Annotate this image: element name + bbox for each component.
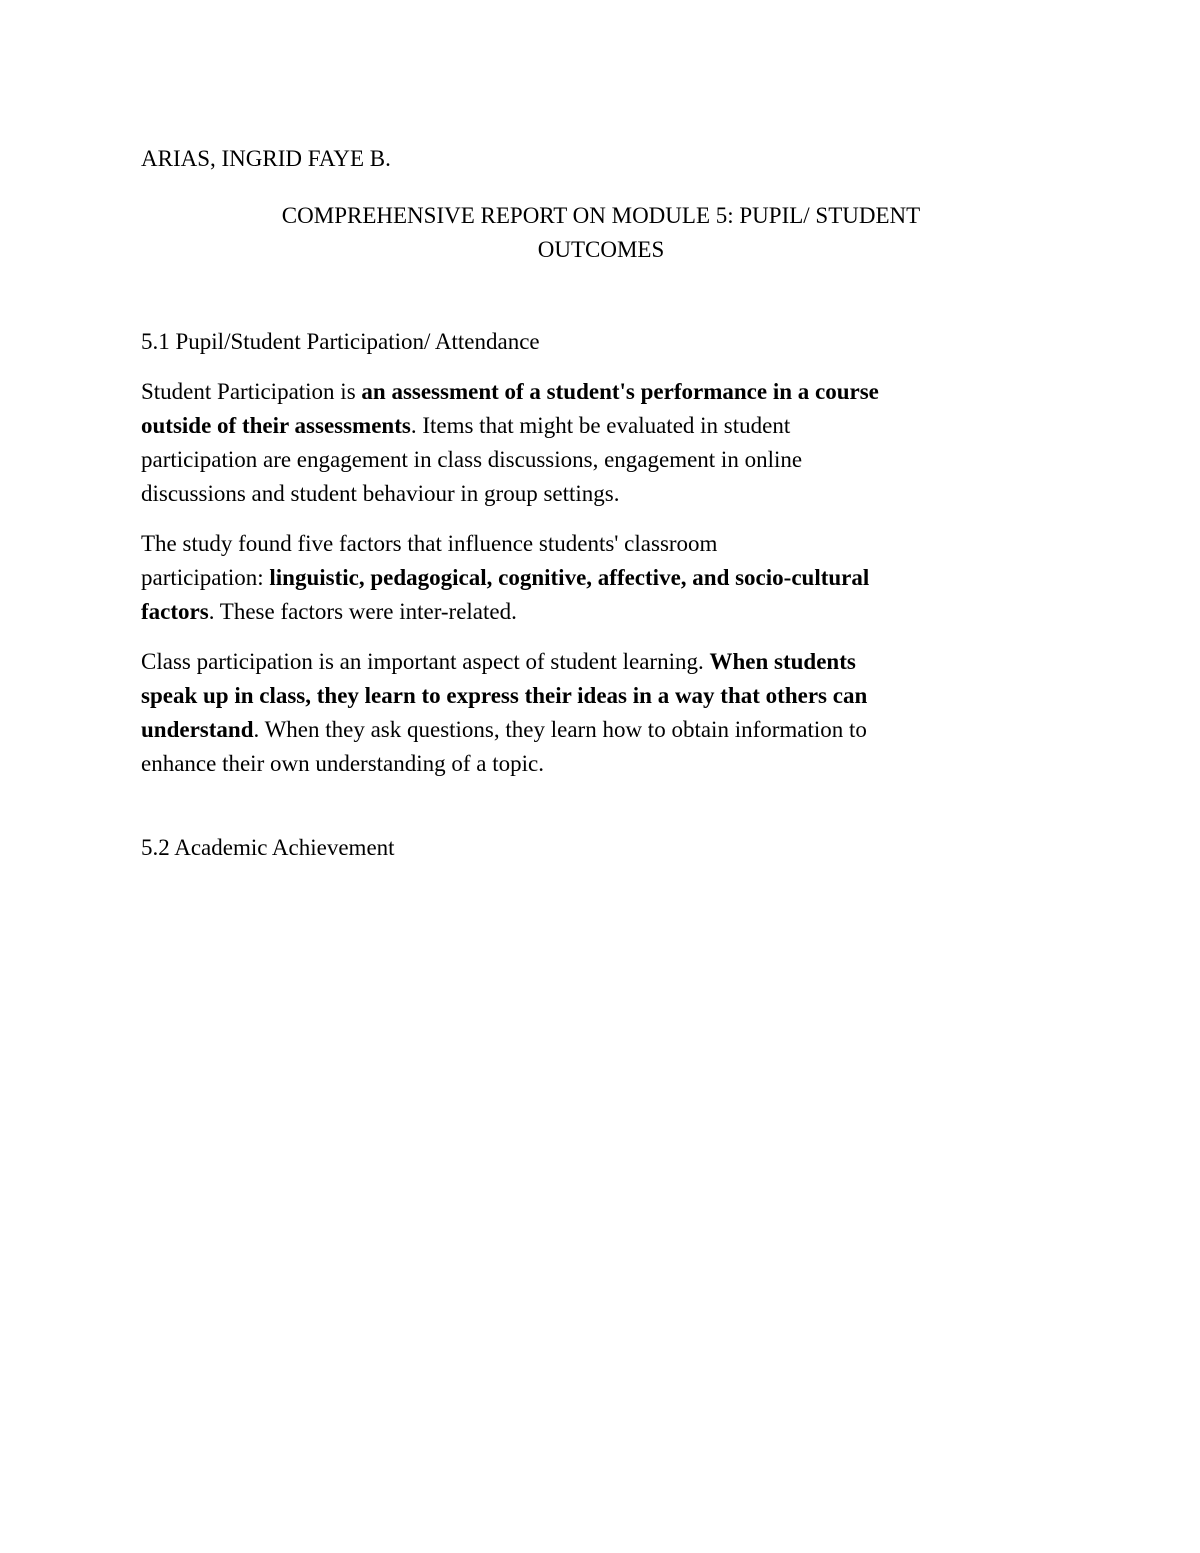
text-run: . Items that might be evaluated in student bbox=[410, 413, 791, 438]
bold-text-run: speak up in class, they learn to express their ideas in a way that others can bbox=[141, 683, 868, 708]
paragraph-line bbox=[141, 713, 1061, 747]
text-run: . These factors were inter-related. bbox=[208, 599, 517, 624]
paragraph-line bbox=[141, 561, 1061, 595]
text-run: . When they ask questions, they learn how to obtain information to bbox=[253, 717, 867, 742]
paragraph-line: enhance their own understanding of a topic. bbox=[141, 751, 545, 776]
bold-text-run: factors bbox=[141, 599, 209, 624]
section-heading-5-2: 5.2 Academic Achievement bbox=[141, 835, 395, 860]
paragraph-line bbox=[141, 645, 1061, 679]
section-heading-5-1: 5.1 Pupil/Student Participation/ Attendance bbox=[141, 329, 540, 354]
paragraph-line bbox=[141, 375, 1061, 409]
paragraph-line: discussions and student behaviour in group settings. bbox=[141, 481, 620, 506]
bold-text-run: understand bbox=[141, 717, 254, 742]
text-run: Class participation is an important aspect of student learning. bbox=[141, 649, 710, 674]
paragraph-line bbox=[141, 409, 1061, 443]
report-title-line-2: OUTCOMES bbox=[537, 237, 665, 262]
bold-text-run: outside of their assessments bbox=[141, 413, 411, 438]
paragraph-line: participation are engagement in class discussions, engagement in online bbox=[141, 447, 803, 472]
report-title bbox=[141, 199, 1061, 267]
paragraph-line: The study found five factors that influence students' classroom bbox=[141, 531, 718, 556]
bold-text-run: linguistic, pedagogical, cognitive, affective, and socio-cultural bbox=[269, 565, 870, 590]
paragraph-class-participation bbox=[141, 645, 1061, 781]
bold-text-run: an assessment of a student's performance in a course bbox=[361, 379, 879, 404]
paragraph-line bbox=[141, 679, 1061, 713]
report-title-line-1: COMPREHENSIVE REPORT ON MODULE 5: PUPIL/ STUDENT bbox=[281, 203, 921, 228]
paragraph-line bbox=[141, 595, 1061, 629]
text-run: participation: bbox=[141, 565, 270, 590]
paragraph-five-factors bbox=[141, 527, 1061, 629]
document-body bbox=[141, 142, 1061, 865]
author-name: ARIAS, INGRID FAYE B. bbox=[141, 146, 391, 171]
bold-text-run: When students bbox=[709, 649, 856, 674]
text-run: Student Participation is bbox=[141, 379, 362, 404]
paragraph-student-participation bbox=[141, 375, 1061, 511]
